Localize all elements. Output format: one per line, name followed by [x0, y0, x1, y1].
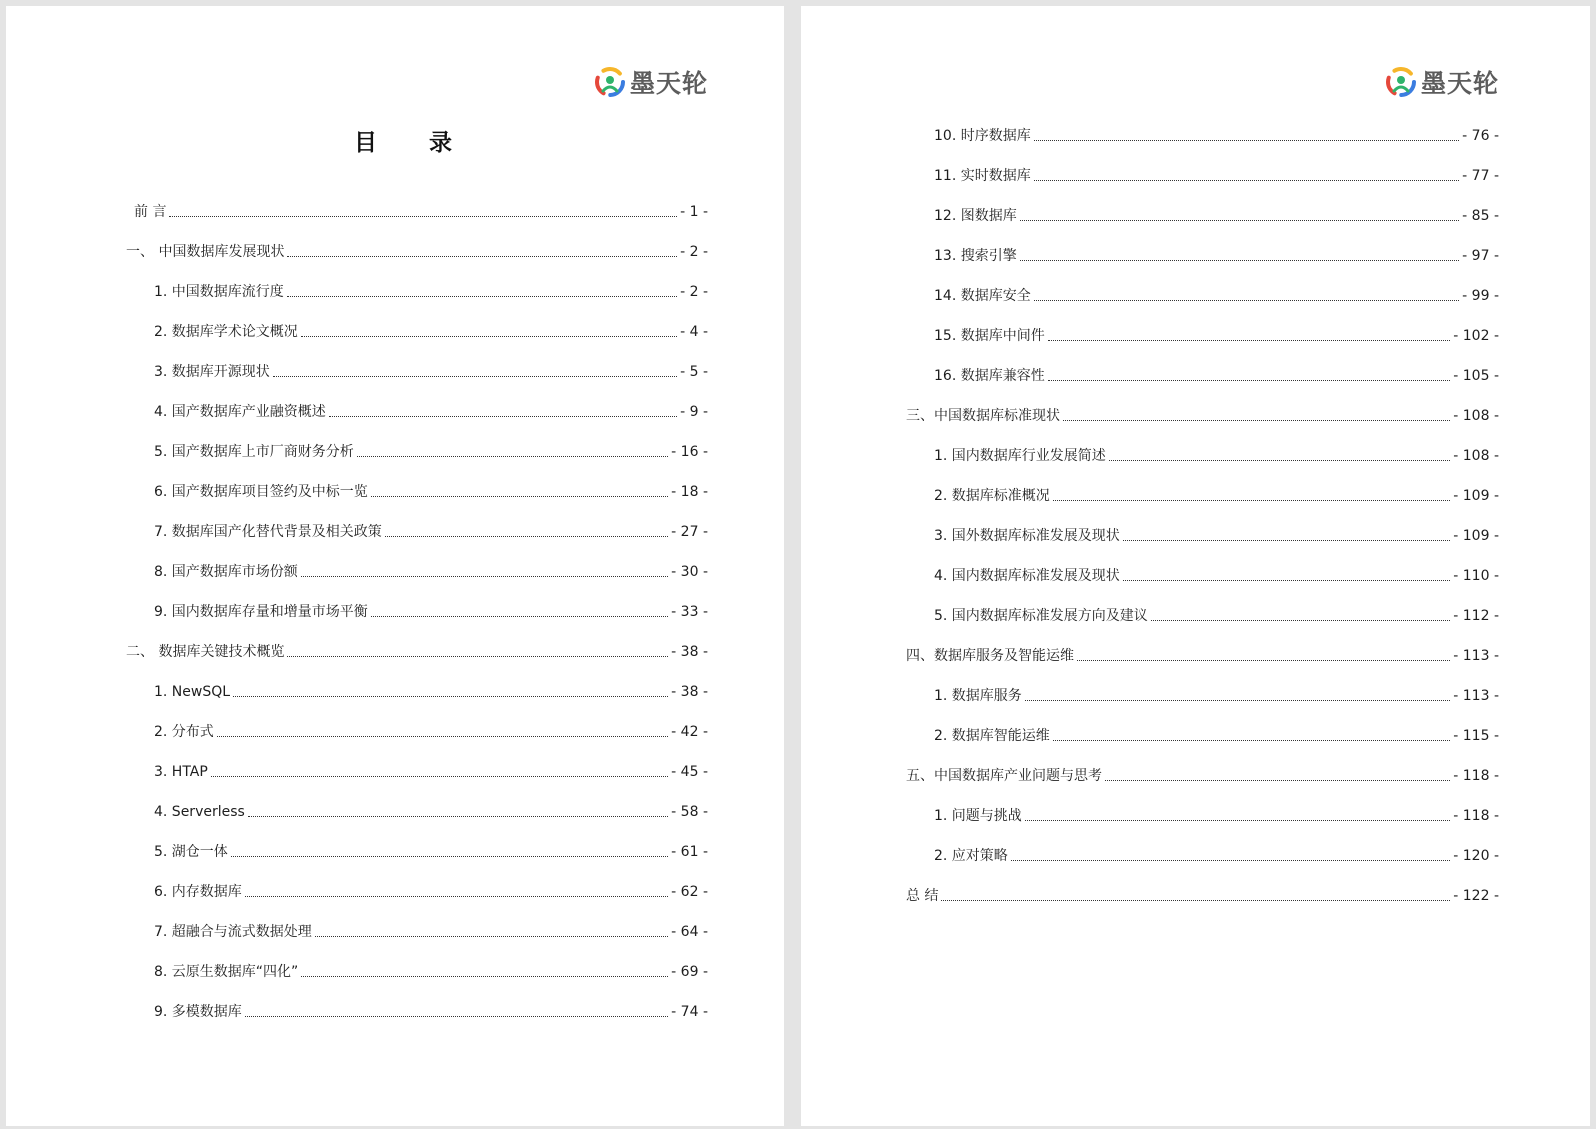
toc-entry[interactable]	[934, 202, 1499, 226]
toc-entry-page: - 113 -	[1453, 688, 1499, 704]
toc-entry[interactable]	[154, 398, 708, 422]
toc-entry-label: 5. 国产数据库上市厂商财务分析	[154, 444, 354, 460]
toc-entry[interactable]	[154, 958, 708, 982]
toc-entry[interactable]	[934, 802, 1499, 826]
toc-dot-leader	[1034, 179, 1459, 181]
toc-entry[interactable]	[154, 678, 708, 702]
toc-dot-leader	[357, 455, 668, 457]
toc-entry[interactable]	[934, 562, 1499, 586]
toc-entry[interactable]	[154, 278, 708, 302]
toc-dot-leader	[1034, 139, 1459, 141]
toc-dot-leader	[301, 335, 677, 337]
toc-dot-leader	[301, 975, 668, 977]
toc-entry-label: 1. 中国数据库流行度	[154, 284, 284, 300]
toc-entry[interactable]	[934, 162, 1499, 186]
toc-entry-page: - 109 -	[1453, 528, 1499, 544]
toc-entry-label: 3. HTAP	[154, 764, 208, 780]
toc-entry-page: - 105 -	[1453, 368, 1499, 384]
toc-entry-page: - 27 -	[671, 524, 708, 540]
toc-dot-leader	[1048, 339, 1451, 341]
toc-entry-label: 5. 国内数据库标准发展方向及建议	[934, 608, 1148, 624]
toc-entry[interactable]	[906, 762, 1499, 786]
toc-entry[interactable]	[154, 918, 708, 942]
toc-title: 目 录	[353, 130, 474, 156]
toc-dot-leader	[1077, 659, 1450, 661]
toc-dot-leader	[1151, 619, 1450, 621]
toc-entry-page: - 77 -	[1462, 168, 1499, 184]
toc-entry-label: 14. 数据库安全	[934, 288, 1031, 304]
toc-dot-leader	[287, 255, 677, 257]
toc-entry-label: 11. 实时数据库	[934, 168, 1031, 184]
toc-entry-page: - 102 -	[1453, 328, 1499, 344]
brand-name: 墨天轮	[1421, 69, 1500, 98]
toc-entry[interactable]	[934, 122, 1499, 146]
toc-entry-label: 9. 国内数据库存量和增量市场平衡	[154, 604, 368, 620]
toc-entry[interactable]	[934, 362, 1499, 386]
toc-dot-leader	[941, 899, 1450, 901]
toc-dot-leader	[217, 735, 668, 737]
toc-entry-page: - 1 -	[680, 204, 708, 220]
toc-entry-page: - 120 -	[1453, 848, 1499, 864]
toc-entry-label: 五、中国数据库产业问题与思考	[906, 768, 1102, 784]
toc-entry[interactable]	[934, 682, 1499, 706]
toc-dot-leader	[1109, 459, 1450, 461]
toc-entry-page: - 69 -	[671, 964, 708, 980]
toc-entry-page: - 112 -	[1453, 608, 1499, 624]
toc-entry[interactable]	[934, 522, 1499, 546]
toc-dot-leader	[1048, 379, 1451, 381]
toc-dot-leader	[233, 695, 668, 697]
toc-entry[interactable]	[934, 602, 1499, 626]
toc-dot-leader	[1053, 499, 1450, 501]
toc-entry-page: - 122 -	[1453, 888, 1499, 904]
toc-entry-page: - 16 -	[671, 444, 708, 460]
toc-dot-leader	[1020, 219, 1459, 221]
toc-entry-label: 1. 问题与挑战	[934, 808, 1022, 824]
toc-dot-leader	[169, 215, 677, 217]
toc-entry-page: - 2 -	[680, 284, 708, 300]
toc-entry[interactable]	[154, 718, 708, 742]
toc-entry[interactable]	[934, 842, 1499, 866]
toc-entry[interactable]	[154, 478, 708, 502]
toc-entry-page: - 85 -	[1462, 208, 1499, 224]
toc-entry-label: 13. 搜索引擎	[934, 248, 1017, 264]
toc-entry[interactable]	[934, 482, 1499, 506]
toc-entry[interactable]	[154, 598, 708, 622]
toc-entry-page: - 108 -	[1453, 448, 1499, 464]
toc-entry-label: 3. 数据库开源现状	[154, 364, 270, 380]
toc-dot-leader	[1123, 539, 1450, 541]
toc-dot-leader	[315, 935, 668, 937]
toc-entry-label: 7. 超融合与流式数据处理	[154, 924, 312, 940]
toc-entry-label: 1. 国内数据库行业发展简述	[934, 448, 1106, 464]
toc-dot-leader	[248, 815, 668, 817]
toc-dot-leader	[245, 895, 668, 897]
toc-entry-label: 16. 数据库兼容性	[934, 368, 1045, 384]
toc-entry[interactable]	[906, 882, 1499, 906]
toc-dot-leader	[1063, 419, 1450, 421]
toc-entry[interactable]	[154, 558, 708, 582]
toc-entry-page: - 74 -	[671, 1004, 708, 1020]
toc-entry-label: 2. 数据库标准概况	[934, 488, 1050, 504]
toc-entry-label: 2. 分布式	[154, 724, 214, 740]
toc-entry-page: - 61 -	[671, 844, 708, 860]
toc-entry-page: - 45 -	[671, 764, 708, 780]
toc-entry-page: - 62 -	[671, 884, 708, 900]
toc-entry-label: 2. 应对策略	[934, 848, 1008, 864]
toc-entry-label: 4. 国产数据库产业融资概述	[154, 404, 326, 420]
toc-entry[interactable]	[154, 318, 708, 342]
toc-entry[interactable]	[154, 758, 708, 782]
toc-entry-page: - 33 -	[671, 604, 708, 620]
toc-entry[interactable]	[134, 198, 708, 222]
toc-list-right	[801, 6, 1590, 1126]
toc-entry[interactable]	[906, 402, 1499, 426]
toc-entry[interactable]	[934, 242, 1499, 266]
toc-entry[interactable]	[934, 282, 1499, 306]
toc-list-left	[6, 6, 784, 1126]
toc-entry-page: - 118 -	[1453, 808, 1499, 824]
toc-entry-page: - 58 -	[671, 804, 708, 820]
toc-entry-label: 3. 国外数据库标准发展及现状	[934, 528, 1120, 544]
toc-entry-page: - 76 -	[1462, 128, 1499, 144]
toc-entry-page: - 109 -	[1453, 488, 1499, 504]
toc-entry-page: - 9 -	[680, 404, 708, 420]
toc-entry-label: 总 结	[906, 888, 939, 904]
toc-entry-label: 1. NewSQL	[154, 684, 231, 700]
toc-entry-page: - 42 -	[671, 724, 708, 740]
toc-entry[interactable]	[154, 838, 708, 862]
toc-entry[interactable]	[126, 638, 708, 662]
toc-entry-label: 10. 时序数据库	[934, 128, 1031, 144]
toc-dot-leader	[1025, 699, 1450, 701]
toc-entry-page: - 30 -	[671, 564, 708, 580]
toc-dot-leader	[1034, 299, 1459, 301]
toc-entry-page: - 115 -	[1453, 728, 1499, 744]
toc-entry-page: - 38 -	[671, 644, 708, 660]
toc-dot-leader	[211, 775, 668, 777]
toc-entry-label: 2. 数据库学术论文概况	[154, 324, 298, 340]
toc-entry-label: 四、数据库服务及智能运维	[906, 648, 1074, 664]
toc-entry[interactable]	[934, 322, 1499, 346]
toc-dot-leader	[371, 615, 668, 617]
toc-entry-label: 一、 中国数据库发展现状	[126, 244, 285, 260]
toc-entry-page: - 113 -	[1453, 648, 1499, 664]
toc-entry-page: - 108 -	[1453, 408, 1499, 424]
toc-entry[interactable]	[154, 878, 708, 902]
toc-dot-leader	[1025, 819, 1450, 821]
toc-entry[interactable]	[154, 518, 708, 542]
toc-entry-label: 6. 内存数据库	[154, 884, 242, 900]
toc-dot-leader	[1011, 859, 1450, 861]
toc-dot-leader	[329, 415, 677, 417]
toc-entry[interactable]	[154, 358, 708, 382]
toc-dot-leader	[231, 855, 668, 857]
toc-entry[interactable]	[906, 642, 1499, 666]
toc-dot-leader	[1123, 579, 1450, 581]
toc-dot-leader	[371, 495, 668, 497]
toc-entry-page: - 5 -	[680, 364, 708, 380]
toc-page-left	[6, 6, 784, 1126]
toc-entry-page: - 4 -	[680, 324, 708, 340]
toc-entry-label: 2. 数据库智能运维	[934, 728, 1050, 744]
toc-entry[interactable]	[934, 722, 1499, 746]
toc-entry[interactable]	[154, 438, 708, 462]
toc-page-right	[801, 6, 1590, 1126]
toc-entry[interactable]	[126, 238, 708, 262]
toc-entry[interactable]	[154, 798, 708, 822]
toc-dot-leader	[1105, 779, 1450, 781]
toc-entry-label: 8. 云原生数据库“四化”	[154, 964, 299, 980]
toc-entry-page: - 38 -	[671, 684, 708, 700]
toc-entry-label: 6. 国产数据库项目签约及中标一览	[154, 484, 368, 500]
toc-entry-label: 1. 数据库服务	[934, 688, 1022, 704]
brand-name: 墨天轮	[630, 69, 709, 98]
toc-entry[interactable]	[934, 442, 1499, 466]
toc-entry-label: 12. 图数据库	[934, 208, 1017, 224]
toc-dot-leader	[287, 295, 677, 297]
toc-dot-leader	[385, 535, 668, 537]
toc-entry-label: 4. 国内数据库标准发展及现状	[934, 568, 1120, 584]
toc-entry-page: - 2 -	[680, 244, 708, 260]
toc-dot-leader	[1053, 739, 1450, 741]
toc-dot-leader	[1020, 259, 1459, 261]
toc-entry-label: 前 言	[134, 204, 167, 220]
toc-entry-page: - 18 -	[671, 484, 708, 500]
toc-dot-leader	[287, 655, 668, 657]
toc-entry-label: 三、中国数据库标准现状	[906, 408, 1060, 424]
toc-entry-label: 9. 多模数据库	[154, 1004, 242, 1020]
toc-entry-label: 4. Serverless	[154, 804, 245, 820]
toc-entry-label: 7. 数据库国产化替代背景及相关政策	[154, 524, 382, 540]
toc-dot-leader	[245, 1015, 668, 1017]
toc-entry-label: 8. 国产数据库市场份额	[154, 564, 298, 580]
toc-entry-page: - 97 -	[1462, 248, 1499, 264]
toc-dot-leader	[301, 575, 668, 577]
toc-entry-label: 15. 数据库中间件	[934, 328, 1045, 344]
toc-entry-page: - 118 -	[1453, 768, 1499, 784]
toc-entry-page: - 64 -	[671, 924, 708, 940]
toc-entry[interactable]	[154, 998, 708, 1022]
toc-entry-label: 5. 湖仓一体	[154, 844, 228, 860]
toc-dot-leader	[273, 375, 677, 377]
toc-entry-page: - 110 -	[1453, 568, 1499, 584]
toc-entry-page: - 99 -	[1462, 288, 1499, 304]
toc-entry-label: 二、 数据库关键技术概览	[126, 644, 285, 660]
